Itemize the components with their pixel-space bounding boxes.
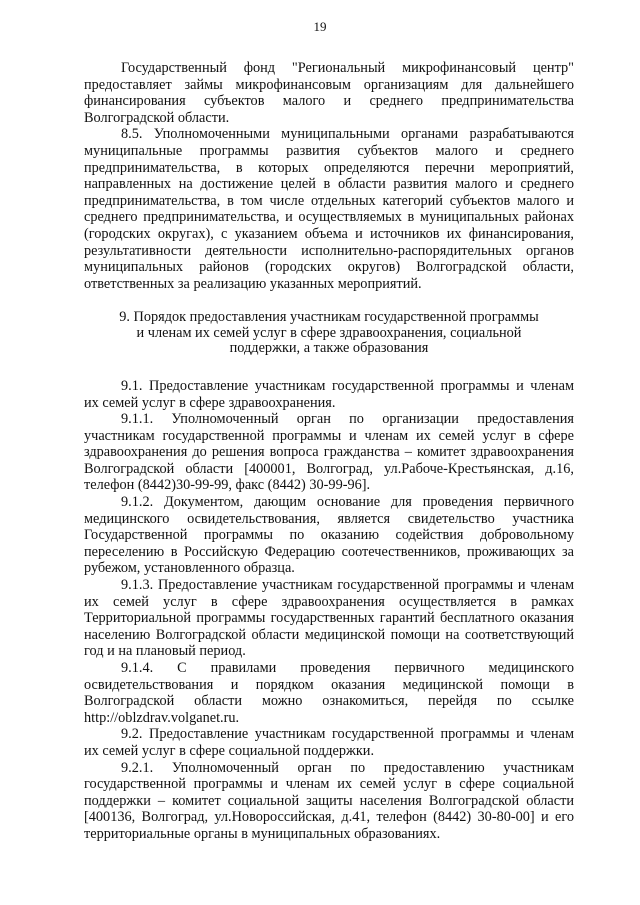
section-heading-line: 9. Порядок предоставления участникам государственной программы — [119, 309, 539, 326]
paragraph-9-1-3: 9.1.3. Предоставление участникам государственной программы и членам их семей услуг в сфере здравоохранения осуществляется в рамках Территориальной программы государственных гарантий бесплатного оказания населению Волгоградской области медицинской помощи на соответствующий год и на плановый период. — [84, 577, 574, 660]
page-content — [84, 58, 574, 843]
paragraph-9-1-4: 9.1.4. С правилами проведения первичного медицинского освидетельствования и порядком оказания медицинской помощи в Волгоградской области можно ознакомиться, перейдя по ссылке http://oblzdrav.volganet.ru. — [84, 660, 574, 726]
paragraph-microfinance-fund: Государственный фонд "Региональный микрофинансовый центр" предоставляет займы микрофинансовым организациям для дальнейшего финансирования субъектов малого и среднего предпринимательства Волгоградской области. — [84, 60, 574, 126]
section-heading-9 — [84, 310, 574, 356]
paragraph-9-1-1: 9.1.1. Уполномоченный орган по организации предоставления участникам государственной программы и членам их семей услуг в сфере здравоохранения до решения вопроса гражданства – комитет здравоохранения Волгоградской области [400001, Волгоград, ул.Рабоче-Крестьянская, д.16, телефон (8442)30-99-99, факс (8442) 30-99-96]. — [84, 411, 574, 494]
section-heading-line: и членам их семей услуг в сфере здравоохранения, социальной — [136, 324, 522, 341]
paragraph-9-2: 9.2. Предоставление участникам государственной программы и членам их семей услуг в сфере социальной поддержки. — [84, 726, 574, 759]
paragraph-8-5: 8.5. Уполномоченными муниципальными органами разрабатываются муниципальные программы развития субъектов малого и среднего предпринимательства, в которых определяются перечни мероприятий, направленных на достижение целей в области развития малого и среднего предпринимательства, в том числе отдельных категорий субъектов малого и среднего предпринимательства, и осуществляемых в муниципальных районах (городских округах), с указанием объема и источников их финансирования, результативности деятельности исполнительно-распорядительных органов муниципальных районов (городских округов) Волгоградской области, ответственных за реализацию указанных мероприятий. — [84, 126, 574, 292]
paragraph-9-1-2: 9.1.2. Документом, дающим основание для проведения первичного медицинского освидетельствования, является свидетельство участника Государственной программы по оказанию содействия добровольному переселению в Российскую Федерацию соотечественников, проживающих за рубежом, установленного образца. — [84, 494, 574, 577]
paragraph-9-1: 9.1. Предоставление участникам государственной программы и членам их семей услуг в сфере здравоохранения. — [84, 377, 574, 411]
section-heading-line: поддержки, а также образования — [229, 339, 429, 356]
paragraph-9-2-1: 9.2.1. Уполномоченный орган по предоставлению участникам государственной программы и членам их семей услуг в сфере социальной поддержки – комитет социальной защиты населения Волгоградской области [400136, Волгоград, ул.Новороссийская, д.41, телефон (8442) 30-80-00] и его территориальные органы в муниципальных образованиях. — [84, 759, 574, 842]
page-number: 19 — [313, 19, 327, 34]
